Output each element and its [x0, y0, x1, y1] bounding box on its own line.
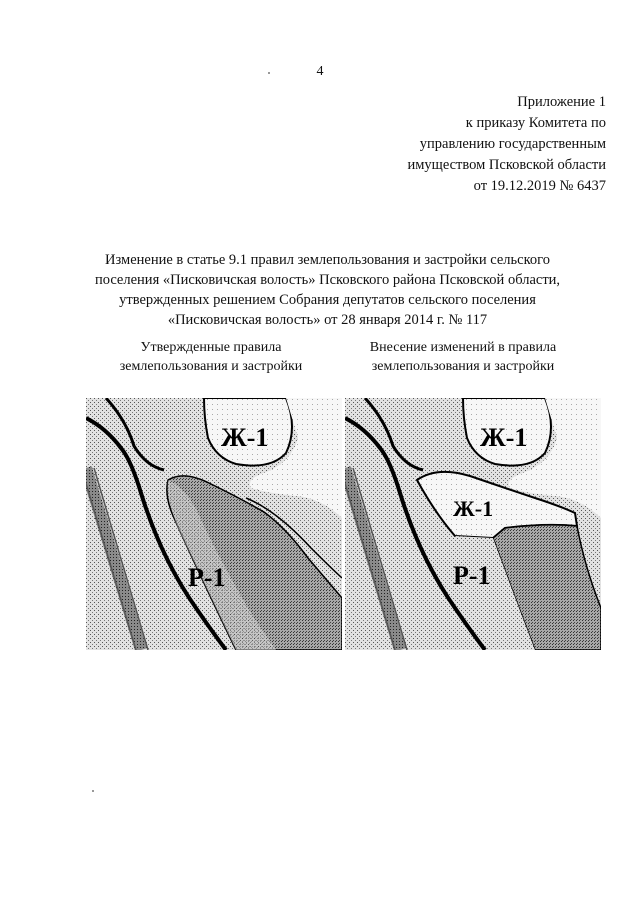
appendix-line: Приложение 1: [517, 94, 606, 110]
caption-line: землепользования и застройки: [119, 359, 303, 374]
caption-approved-rules: [96, 338, 326, 376]
map-approved-svg: [86, 398, 342, 650]
page-number: 4: [316, 64, 324, 79]
map-approved: [86, 398, 342, 650]
caption-line: Утвержденные правила: [140, 340, 282, 355]
map-amended: [345, 398, 601, 650]
appendix-line: от 19.12.2019 № 6437: [473, 178, 606, 194]
document-title: [60, 250, 595, 330]
appendix-line: к приказу Комитета по: [465, 115, 606, 131]
zone-label-r1: Р-1: [188, 563, 226, 592]
appendix-line: имуществом Псковской области: [407, 157, 606, 173]
title-line: поселения «Писковичская волость» Псковского района Псковской области,: [94, 272, 561, 288]
zone-label-zh1: Ж-1: [221, 423, 269, 452]
caption-line: землепользования и застройки: [371, 359, 555, 374]
zone-label-zh1-new: Ж-1: [453, 496, 494, 521]
scan-speck: [92, 790, 94, 792]
scan-speck: [268, 72, 270, 74]
map-amended-svg: [345, 398, 601, 650]
zone-label-zh1: Ж-1: [480, 423, 528, 452]
appendix-block: [407, 92, 606, 197]
title-line: «Писковичская волость» от 28 января 2014 г. № 117: [167, 312, 488, 328]
title-line: Изменение в статье 9.1 правил землепользования и застройки сельского: [105, 252, 550, 268]
caption-line: Внесение изменений в правила: [369, 340, 557, 355]
appendix-line: управлению государственным: [419, 136, 606, 152]
caption-amended-rules: [348, 338, 578, 376]
zone-label-r1: Р-1: [453, 561, 491, 590]
title-line: утвержденных решением Собрания депутатов сельского поселения: [119, 292, 536, 308]
